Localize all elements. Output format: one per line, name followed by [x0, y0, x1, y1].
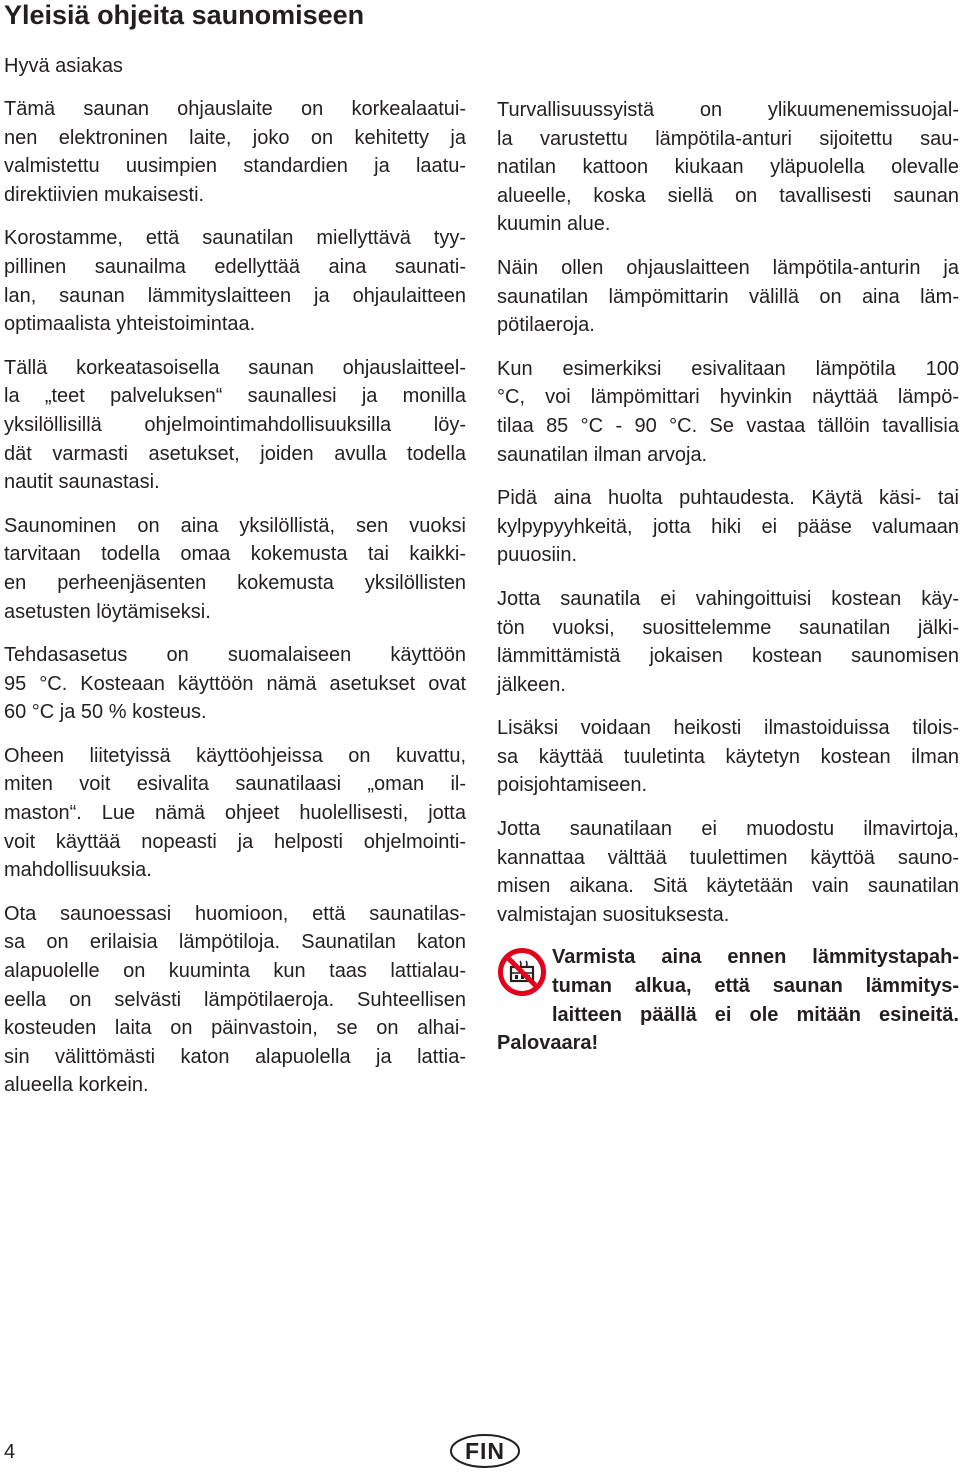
text-line: sa käyttää tuuletinta käytetyn kostean ilman [497, 745, 959, 768]
text-line: lämmittämistä jokaisen kostean saunomisen [497, 645, 959, 668]
text-line: Näin ollen ohjauslaitteen lämpötila-anturin ja [497, 256, 959, 279]
text-line: kuumin alue. [497, 213, 611, 236]
text-line: Lisäksi voidaan heikosti ilmastoiduissa tilois- [497, 717, 959, 740]
text-line: poisjohtamiseen. [497, 774, 648, 797]
text-line: Tehdasasetus on suomalaiseen käyttöön [4, 644, 466, 667]
text-line: pillinen saunailma edellyttää aina saunati- [4, 255, 466, 278]
text-line: mahdollisuuksia. [4, 859, 152, 882]
text-line: °C, voi lämpömittari hyvinkin näyttää lämpö- [497, 386, 959, 409]
right-column [497, 96, 959, 1058]
paragraph [497, 96, 959, 239]
text-line: Oheen liitetyissä käyttöohjeissa on kuvattu, [4, 744, 466, 767]
text-line: sin välittömästi katon alapuolella ja lattia- [4, 1045, 466, 1068]
text-line: 95 °C. Kosteaan käyttöön nämä asetukset ovat [4, 672, 466, 695]
paragraph [4, 900, 466, 1100]
text-line: dät varmasti asetukset, joiden avulla todella [4, 442, 466, 465]
page-number: 4 [4, 1441, 16, 1463]
text-line: alueella korkein. [4, 1074, 149, 1097]
text-line: nautit saunastasi. [4, 471, 160, 494]
text-line: sa on erilaisia lämpötiloja. Saunatilan katon [4, 931, 466, 954]
text-line: nen elektroninen laite, joko on kehitetty ja [4, 126, 466, 149]
text-line: valmistettu uusimpien standardien ja laatu- [4, 155, 466, 178]
text-line: pötilaeroja. [497, 314, 595, 337]
text-line: jälkeen. [497, 673, 566, 696]
text-line: la „teet palveluksen“ saunallesi ja monilla [4, 385, 466, 408]
warning-line: laitteen päällä ei ole mitään esineitä. [552, 1003, 959, 1026]
text-line: misen aikana. Sitä käytetään vain saunatilan [497, 875, 959, 898]
text-line: direktiivien mukaisesti. [4, 183, 205, 206]
text-line: la varustettu lämpötila-anturi sijoitettu sau- [497, 127, 959, 150]
text-line: tön vuoksi, suosittelemme saunatilan jälki- [497, 616, 959, 639]
text-line: 60 °C ja 50 % kosteus. [4, 701, 207, 724]
paragraph [497, 355, 959, 469]
text-line: Korostamme, että saunatilan miellyttävä tyy- [4, 227, 466, 250]
text-line: yksilöllisillä ohjelmointimahdollisuuksilla löy- [4, 413, 466, 436]
text-line: optimaalista yhteistoimintaa. [4, 313, 256, 336]
warning-line: tuman alkua, että saunan lämmitys- [552, 975, 959, 998]
text-line: saunatilan lämpömittarin välillä on aina läm- [497, 285, 959, 308]
left-column [4, 95, 466, 1100]
text-line: tarvitaan todella omaa kokemusta tai kaikki- [4, 543, 466, 566]
text-line: Tämä saunan ohjauslaite on korkealaatui- [4, 98, 466, 120]
paragraph [4, 742, 466, 885]
no-objects-on-heater-icon [497, 947, 547, 997]
paragraph [4, 354, 466, 497]
text-line: miten voit esivalita saunatilaasi „oman il- [4, 773, 466, 796]
text-line: saunatilan ilman arvoja. [497, 443, 708, 466]
paragraph [4, 512, 466, 626]
text-line: eella on selvästi lämpötilaeroja. Suhteellisen [4, 988, 466, 1011]
paragraph [4, 641, 466, 727]
text-line: Kun esimerkiksi esivalitaan lämpötila 100 [497, 357, 959, 380]
paragraph [497, 585, 959, 699]
text-line: Turvallisuussyistä on ylikuumenemissuojal- [497, 99, 959, 121]
paragraph [4, 224, 466, 338]
text-line: Pidä aina huolta puhtaudesta. Käytä käsi- tai [497, 487, 959, 510]
text-line: valmistajan suosituksesta. [497, 903, 730, 926]
text-line: maston“. Lue nämä ohjeet huolellisesti, jotta [4, 802, 466, 825]
text-line: asetusten löytämiseksi. [4, 600, 211, 623]
text-line: puuosiin. [497, 544, 578, 567]
warning-line: Varmista aina ennen lämmitystapah- [552, 946, 959, 969]
warning-line: Palovaara! [497, 1032, 599, 1055]
paragraph [497, 815, 959, 929]
text-line: natilan kattoon kiukaan yläpuolella olevalle [497, 156, 959, 179]
warning-notice [497, 943, 959, 1057]
paragraph [4, 95, 466, 209]
fin-badge-icon [449, 1433, 521, 1469]
text-line: lan, saunan lämmityslaitteen ja ohjaulaitteen [4, 284, 466, 307]
text-line: kylpypyyhkeitä, jotta hiki ei pääse valumaan [497, 515, 959, 538]
text-line: Saunominen on aina yksilöllistä, sen vuoksi [4, 514, 466, 537]
text-line: voit käyttää nopeasti ja helposti ohjelmointi- [4, 830, 466, 853]
greeting: Hyvä asiakas [4, 55, 123, 77]
paragraph [497, 484, 959, 570]
text-line: alapuolelle on kuuminta kun taas lattialau- [4, 960, 466, 983]
text-line: en perheenjäsenten kokemusta yksilöllisten [4, 571, 466, 594]
text-line: alueelle, koska siellä on tavallisesti saunan [497, 184, 959, 207]
paragraph [497, 254, 959, 340]
language-label: FIN [464, 1438, 506, 1464]
text-line: tilaa 85 °C - 90 °C. Se vastaa tällöin tavallisia [497, 414, 959, 437]
text-line: Jotta saunatilaan ei muodostu ilmavirtoja, [497, 818, 959, 841]
page-title: Yleisiä ohjeita saunomiseen [4, 0, 365, 30]
text-line: kosteuden laita on päinvastoin, se on alhai- [4, 1017, 466, 1040]
text-line: Tällä korkeatasoisella saunan ohjauslaitteel- [4, 356, 466, 379]
paragraph [497, 714, 959, 800]
text-line: kannattaa välttää tuulettimen käyttöä sauno- [497, 846, 959, 869]
text-line: Jotta saunatila ei vahingoittuisi kostean käy- [497, 587, 959, 610]
text-line: Ota saunoessasi huomioon, että saunatilas- [4, 902, 466, 925]
